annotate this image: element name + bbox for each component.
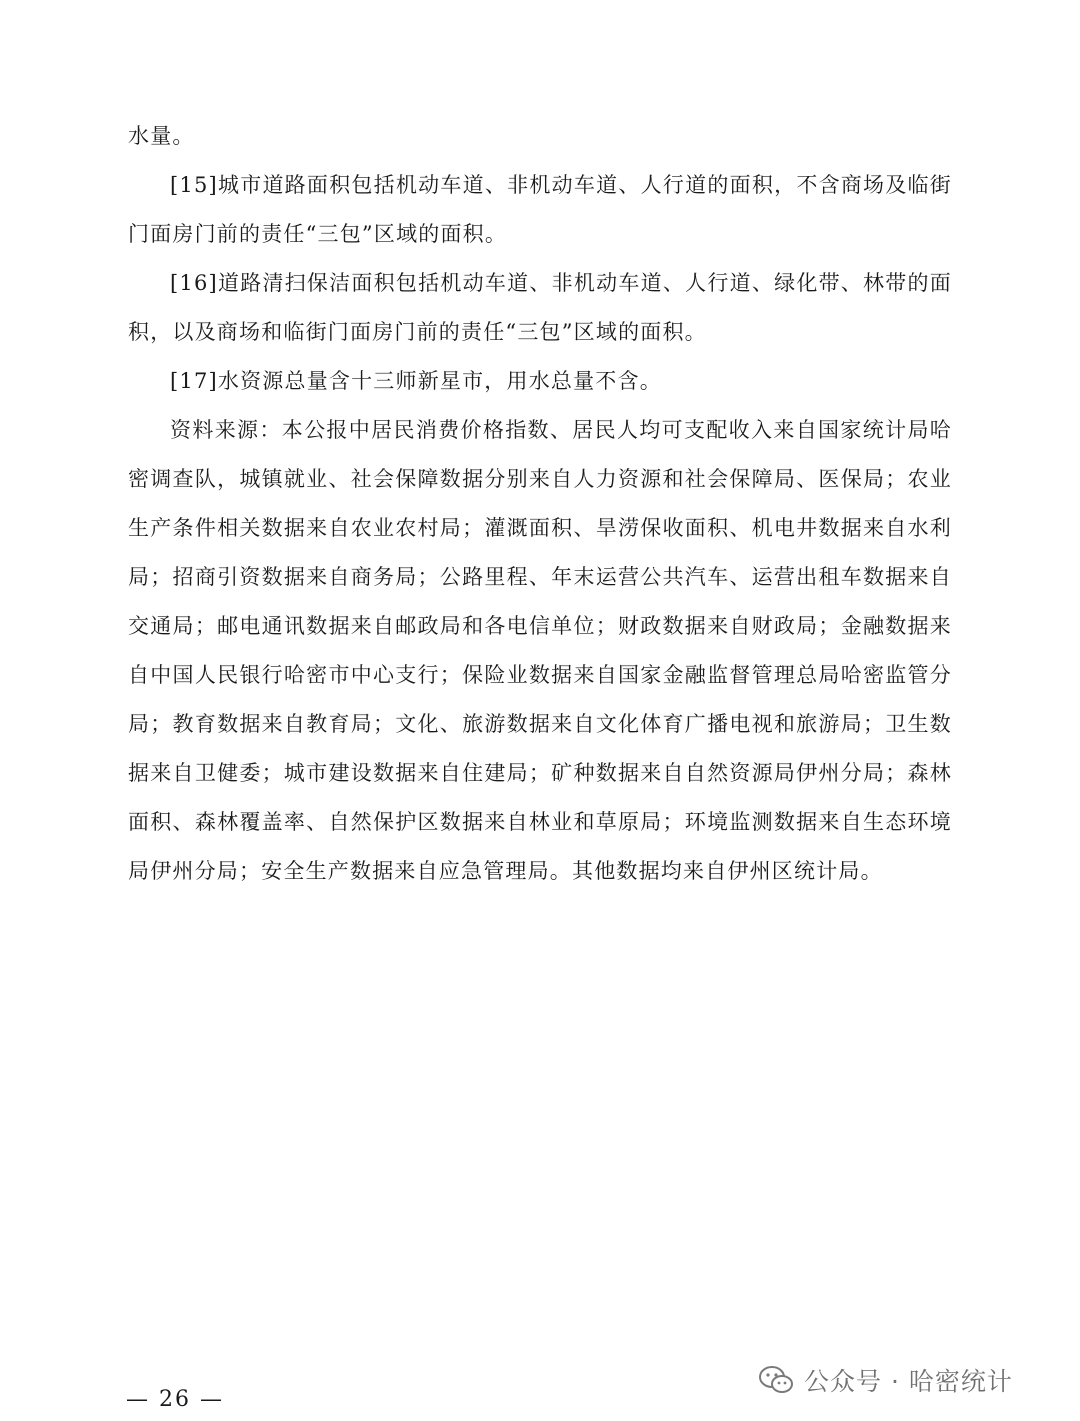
watermark-text: 公众号 · 哈密统计 [804, 1367, 1013, 1396]
page-number: — 26 — [126, 1387, 224, 1412]
paragraph-continuation: 水量。 [128, 124, 195, 148]
data-sources-paragraph: 资料来源：本公报中居民消费价格指数、居民人均可支配收入来自国家统计局哈密调查队，城镇就业、社会保障数据分别来自人力资源和社会保障局、医保局；农业生产条件相关数据来自农业农村局；灌溉面积、旱涝保收面积、机电井数据来自水利局；招商引资数据来自商务局；公路里程、年末运营公共汽车、运营出租车数据来自交通局；邮电通讯数据来自邮政局和各电信单位；财政数据来自财政局；金融数据来自中国人民银行哈密市中心支行；保险业数据来自国家金融监督管理总局哈密监管分局；教育数据来自教育局；文化、旅游数据来自文化体育广播电视和旅游局；卫生数据来自卫健委；城市建设数据来自住建局；矿种数据来自自然资源局伊州分局；森林面积、森林覆盖率、自然保护区数据来自林业和草原局；环境监测数据来自生态环境局伊州分局；安全生产数据来自应急管理局。其他数据均来自伊州区统计局。 [128, 418, 952, 883]
body-text [128, 112, 952, 896]
wechat-icon [758, 1365, 794, 1395]
watermark [758, 1360, 1013, 1400]
note-16: [16]道路清扫保洁面积包括机动车道、非机动车道、人行道、绿化带、林带的面积，以及商场和临街门面房门前的责任“三包”区域的面积。 [128, 271, 952, 344]
note-15: [15]城市道路面积包括机动车道、非机动车道、人行道的面积，不含商场及临街门面房门前的责任“三包”区域的面积。 [128, 173, 952, 246]
note-17: [17]水资源总量含十三师新星市，用水总量不含。 [170, 369, 662, 393]
